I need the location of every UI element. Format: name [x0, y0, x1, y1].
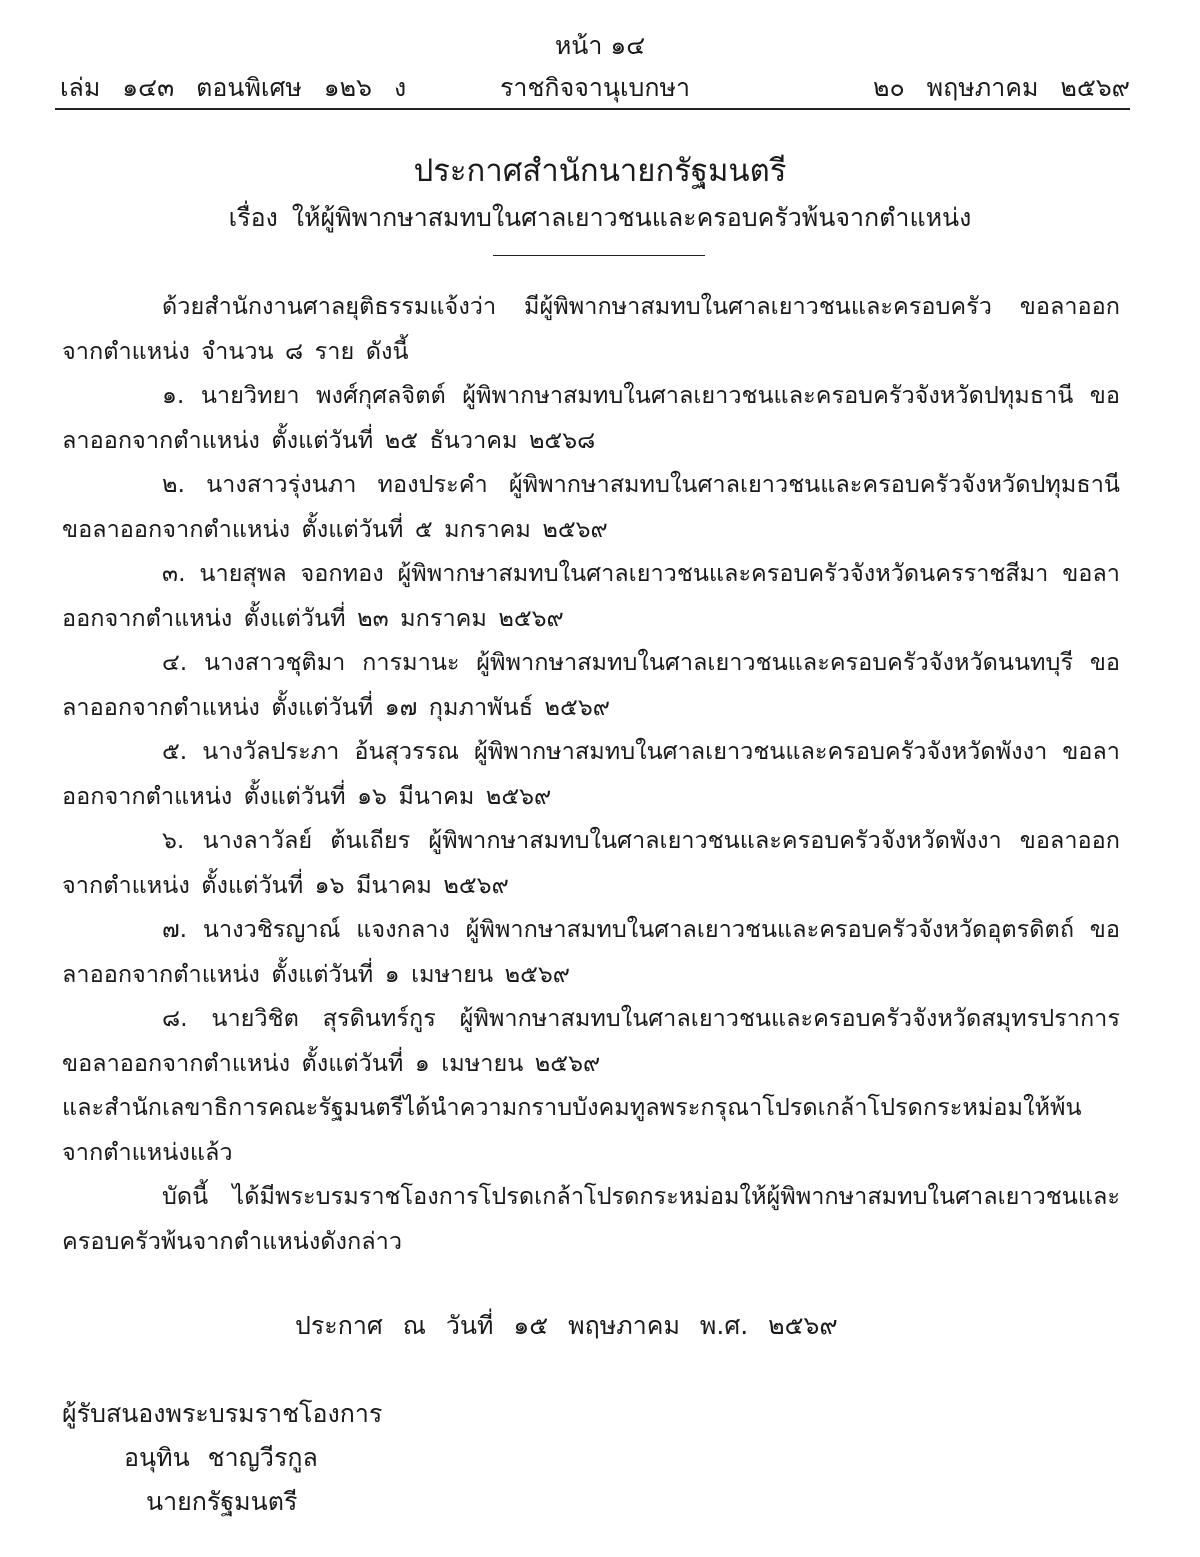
item-text: นางวชิรญาณ์ แจงกลาง ผู้พิพากษาสมทบในศาลเยาวชนและครอบครัวจังหวัดอุตรดิตถ์ ขอลาออกจากตำแหน่ง ตั้งแต่วันที่ ๑ เมษายน ๒๕๖๙ [62, 915, 1120, 988]
item-number: ๓. [162, 559, 186, 587]
gazette-name: ราชกิจจานุเบกษา [500, 73, 691, 102]
list-item [62, 729, 1120, 818]
item-number: ๘. [162, 1004, 188, 1032]
list-item [62, 462, 1120, 551]
item-number: ๑. [162, 381, 185, 409]
list-item [62, 907, 1120, 996]
list-item [62, 551, 1120, 640]
countersign-label: ผู้รับสนองพระบรมราชโองการ [62, 1399, 383, 1428]
item-text: นางลาวัลย์ ต้นเถียร ผู้พิพากษาสมทบในศาลเยาวชนและครอบครัวจังหวัดพังงา ขอลาออกจากตำแหน่ง ตั้งแต่วันที่ ๑๖ มีนาคม ๒๕๖๙ [62, 826, 1120, 899]
list-item [62, 818, 1120, 907]
royal-command-paragraph: บัดนี้ ได้มีพระบรมราชโองการโปรดเกล้าโปรดกระหม่อมให้ผู้พิพากษาสมทบในศาลเยาวชนและครอบครัวพ้นจากตำแหน่งดังกล่าว [62, 1182, 1120, 1255]
gazette-header [60, 68, 1130, 104]
item-number: ๖. [162, 826, 185, 854]
item-text: นายวิชิต สุรดินทร์กูร ผู้พิพากษาสมทบในศาลเยาวชนและครอบครัวจังหวัดสมุทรปราการ ขอลาออกจากตำแหน่ง ตั้งแต่วันที่ ๑ เมษายน ๒๕๖๙ [62, 1004, 1120, 1077]
signatory-name: อนุทิน ชาญวีรกูล [124, 1443, 318, 1472]
item-number: ๔. [162, 648, 188, 676]
publication-date: ๒๐ พฤษภาคม ๒๕๖๙ [872, 73, 1130, 102]
signatory-position: นายกรัฐมนตรี [146, 1487, 298, 1516]
item-text: นางวัลประภา อ้นสุวรรณ ผู้พิพากษาสมทบในศาลเยาวชนและครอบครัวจังหวัดพังงา ขอลาออกจากตำแหน่ง ตั้งแต่วันที่ ๑๖ มีนาคม ๒๕๖๙ [62, 737, 1120, 810]
item-text: นายวิทยา พงศ์กุศลจิตต์ ผู้พิพากษาสมทบในศาลเยาวชนและครอบครัวจังหวัดปทุมธานี ขอลาออกจากตำแหน่ง ตั้งแต่วันที่ ๒๕ ธันวาคม ๒๕๖๘ [62, 381, 1120, 454]
conclusion-paragraph: และสำนักเลขาธิการคณะรัฐมนตรีได้นำความกราบบังคมทูลพระกรุณาโปรดเกล้าโปรดกระหม่อมให้พ้นจากตำแหน่งแล้ว [62, 1093, 1082, 1166]
title-divider [493, 255, 705, 256]
item-number: ๒. [162, 470, 185, 498]
list-item [62, 373, 1120, 462]
list-item [62, 996, 1120, 1085]
proclamation-date: ประกาศ ณ วันที่ ๑๕ พฤษภาคม พ.ศ. ๒๕๖๙ [295, 1311, 838, 1340]
document-body [62, 284, 1120, 1263]
volume-issue: เล่ม ๑๔๓ ตอนพิเศษ ๑๒๖ ง [60, 73, 407, 102]
signature-block [62, 1392, 382, 1524]
document-subject: เรื่อง ให้ผู้พิพากษาสมทบในศาลเยาวชนและครอบครัวพ้นจากตำแหน่ง [228, 203, 972, 232]
list-item [62, 640, 1120, 729]
item-text: นางสาวชุติมา การมานะ ผู้พิพากษาสมทบในศาลเยาวชนและครอบครัวจังหวัดนนทบุรี ขอลาออกจากตำแหน่ง ตั้งแต่วันที่ ๑๗ กุมภาพันธ์ ๒๕๖๙ [62, 648, 1120, 721]
item-number: ๗. [162, 915, 188, 943]
item-text: นางสาวรุ่งนภา ทองประคำ ผู้พิพากษาสมทบในศาลเยาวชนและครอบครัวจังหวัดปทุมธานี ขอลาออกจากตำแหน่ง ตั้งแต่วันที่ ๕ มกราคม ๒๕๖๙ [62, 470, 1120, 543]
intro-paragraph: ด้วยสำนักงานศาลยุติธรรมแจ้งว่า มีผู้พิพากษาสมทบในศาลเยาวชนและครอบครัว ขอลาออกจากตำแหน่ง จำนวน ๘ ราย ดังนี้ [62, 292, 1120, 365]
header-divider [55, 108, 1130, 110]
item-number: ๕. [162, 737, 188, 765]
document-title: ประกาศสำนักนายกรัฐมนตรี [413, 153, 787, 189]
page-number: หน้า ๑๔ [554, 31, 646, 60]
item-text: นายสุพล จอกทอง ผู้พิพากษาสมทบในศาลเยาวชนและครอบครัวจังหวัดนครราชสีมา ขอลาออกจากตำแหน่ง ตั้งแต่วันที่ ๒๓ มกราคม ๒๕๖๙ [62, 559, 1120, 632]
